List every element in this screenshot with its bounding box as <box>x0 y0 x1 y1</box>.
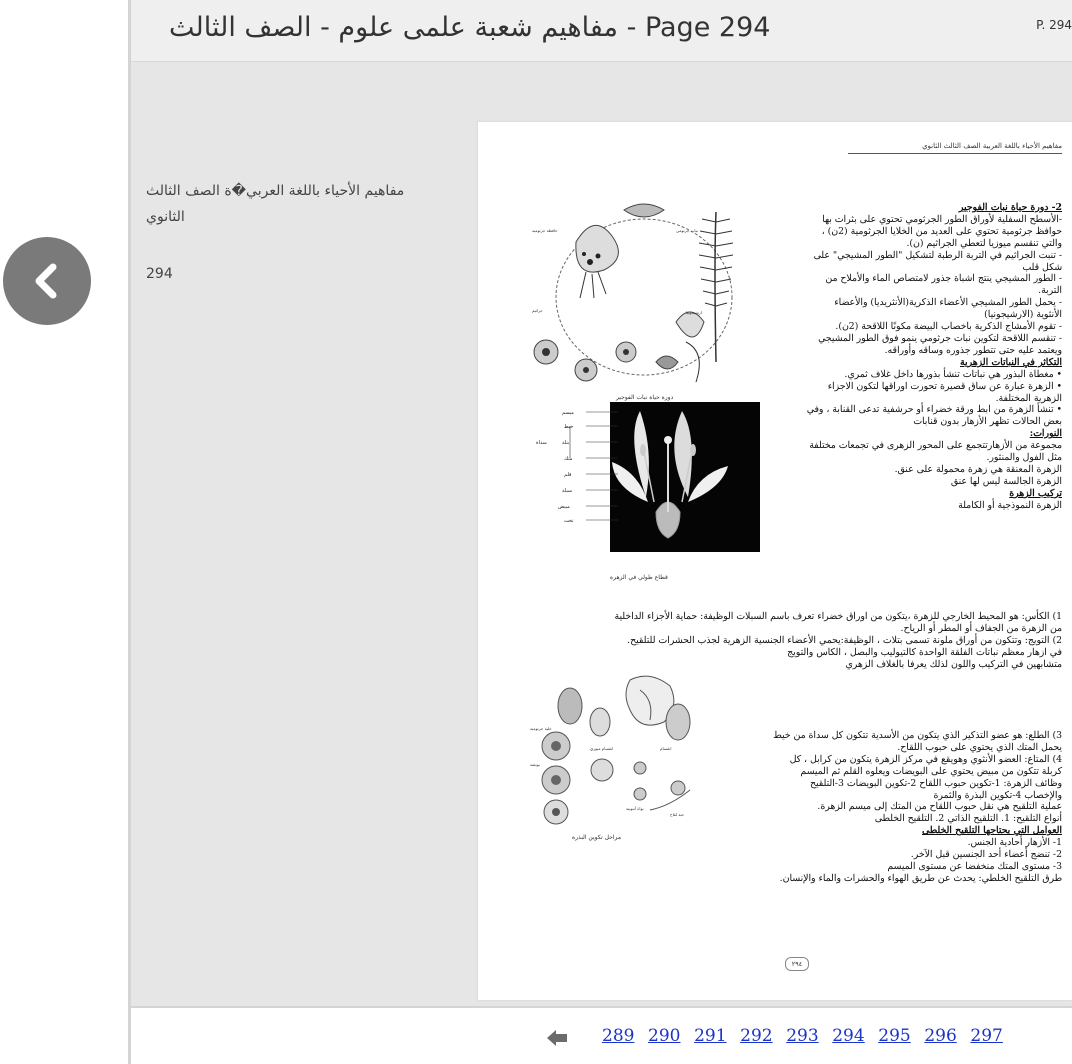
svg-text:ارشيجونيا: ارشيجونيا <box>686 310 702 315</box>
svg-text:خلية جرثومية: خلية جرثومية <box>530 726 552 731</box>
figure-2-caption: قطاع طولي في الزهرة <box>610 574 668 581</box>
paper-line: الزهرة المعنقة هي زهرة محمولة على عنق. <box>894 463 1062 475</box>
paper-line: النورات: <box>1029 428 1062 440</box>
paper-line: متشابهين في التركيب واللون لذلك يعرفا بالغلاف الزهري <box>845 658 1062 670</box>
svg-text:متك: متك <box>564 456 573 462</box>
paper-header: مفاهيم الأحياء باللغة العربية الصف الثالث الثانوي <box>922 142 1062 150</box>
svg-text:حافظة جرثومية: حافظة جرثومية <box>532 228 558 233</box>
paper-line: كربلة تتكون من مبيض يحتوي على البويضات ويعلوه القلم ثم الميسم <box>800 765 1062 777</box>
paper-line: - تنبت الجراثيم في التربة الرطبة لتشكيل "الطور المشيجي" على <box>813 249 1062 261</box>
paper-line: 1) الكأس: هو المحيط الخارجي للزهرة ،يتكون من اوراق خضراء تعرف باسم السبلات الوظيفة: حماية الأجزاء الداخلية <box>614 611 1062 622</box>
previous-page-button[interactable] <box>3 237 91 325</box>
page-link-292[interactable]: 292 <box>740 1026 773 1046</box>
text-block-bottom <box>773 730 1062 885</box>
svg-text:انقسام ميوزي: انقسام ميوزي <box>590 746 614 751</box>
paper-line: الزهرية المختلفة. <box>995 392 1062 404</box>
paper-line: طرق التلقيح الخلطي: يحدث عن طريق الهواء والحشرات والماء والإنسان. <box>779 872 1062 884</box>
paper-line: وظائف الزهرة: 1-تكوين حبوب اللقاح 2-تكوين البويضات 3-التلقيح <box>810 777 1062 789</box>
paper-line: في ازهار معظم نباتات الفلقة الواحدة كالتيوليب والبصل ، الكاس والتويج <box>787 646 1062 658</box>
svg-text:انقسام: انقسام <box>660 746 672 751</box>
paper-line: 2- تنضج أعضاء أحد الجنسين قبل الآخر. <box>910 849 1062 861</box>
svg-text:بويضة: بويضة <box>530 762 540 767</box>
paper-line: بعض الحالات تظهر الأزهار بدون قنابات <box>913 416 1062 428</box>
page-link-294[interactable]: 294 <box>832 1026 865 1046</box>
paper-line: يحمل المتك الذي يحتوي على حبوب اللقاح. <box>897 741 1062 753</box>
pagination-bar <box>131 1006 1072 1064</box>
svg-text:حبة لقاح: حبة لقاح <box>670 812 685 817</box>
svg-text:بتلة: بتلة <box>562 440 570 446</box>
paper-line: - الطور المشيجي ينتج اشباة جذور لامتصاص الماء والأملاح من <box>825 273 1062 285</box>
paper-page-number: ٢٩٤ <box>785 957 809 971</box>
paper-line: • الزهرة عبارة عن ساق قصيرة تحورت اوراقها لتكون الاجزاء <box>827 380 1062 392</box>
paper-line: - تنقسم اللاقحة لتكوين نبات جرثومي ينمو فوق الطور المشيجي <box>818 332 1062 344</box>
text-block-top <box>807 202 1062 512</box>
page-link-291[interactable]: 291 <box>694 1026 727 1046</box>
paper-line: العوامل التي يحتاجها التلقيح الخلطى <box>922 825 1062 837</box>
svg-text:نواة أنبوبية: نواة أنبوبية <box>626 806 644 811</box>
page-link-296[interactable]: 296 <box>924 1026 957 1046</box>
page-link-293[interactable]: 293 <box>786 1026 819 1046</box>
page-link-290[interactable]: 290 <box>648 1026 681 1046</box>
flower-drawing <box>528 402 760 552</box>
paper-line: 3- مستوى المتك منخفضا عن مستوى الميسم <box>887 860 1062 872</box>
chevron-left-icon <box>27 261 67 301</box>
svg-text:سبلة: سبلة <box>562 488 573 494</box>
paper-line: الأنثوية (الارشيجونيا) <box>984 309 1062 321</box>
description-page-number: 294 <box>146 266 173 282</box>
paper-line: • تنشأ الزهرة من ابط ورقة خضراء أو حرشفية تدعى القنابة ، وفي <box>806 404 1062 416</box>
page-header <box>131 0 1072 62</box>
page-link-297[interactable]: 297 <box>970 1026 1003 1046</box>
paper-line: 2) التويج: وتتكون من أوراق ملونة تسمى بتلات ، الوظيفة:يحمي الأعضاء الجنسية الزهرية لجذب الحشرات للتلقيح. <box>627 634 1062 646</box>
paper-line: 2- دورة حياة نبات الفوجير <box>958 202 1062 213</box>
left-margin <box>0 0 128 1064</box>
flower-section-figure <box>528 402 760 552</box>
paper-line: الزهرة الجالسة ليس لها عنق <box>950 475 1062 487</box>
paper-line: -الأسطح السفلية لأوراق الطور الجرثومي تحتوي على بثرات بها <box>822 213 1062 225</box>
page-description <box>146 178 446 230</box>
paper-line: 3) الطلع: هو عضو التذكير الذي يتكون من الأسدية تتكون كل سداة من خيط <box>773 730 1062 741</box>
page-link-289[interactable]: 289 <box>602 1026 635 1046</box>
fertilization-stages-figure <box>530 670 706 830</box>
page-links <box>602 1026 1016 1046</box>
paper-line: والإخصاب 4-تكوين البذرة والثمرة <box>933 789 1062 801</box>
svg-text:قلم: قلم <box>564 472 572 478</box>
page-number-label: P. 294 <box>1036 18 1072 32</box>
paper-line: حوافظ جرثومية تحتوي على العديد من الخلايا الجرثومية (2ن) ، <box>821 225 1062 237</box>
page-link-295[interactable]: 295 <box>878 1026 911 1046</box>
text-block-wide <box>615 611 1063 671</box>
figure-3-caption: مراحل تكوين البذرة <box>572 834 622 841</box>
paper-line: شكل قلب <box>1022 261 1062 273</box>
paper-line: ويعتمد عليه حتى تتطور جذوره وساقه وأوراقه. <box>884 344 1062 356</box>
svg-text:خيط: خيط <box>564 424 574 430</box>
paper-line: عملية التلقيح هي نقل حبوب اللقاح من المتك إلى ميسم الزهرة. <box>817 801 1062 813</box>
paper-line: تركيب الزهرة <box>1009 487 1062 499</box>
svg-text:ميسم: ميسم <box>562 410 574 416</box>
header-rule <box>848 153 1062 154</box>
svg-text:تخت: تخت <box>564 518 574 524</box>
arrow-left-icon[interactable] <box>547 1030 569 1046</box>
paper-line: الزهرة النموذجية أو الكاملة <box>958 499 1062 511</box>
paper-line: التكاثر في النباتات الزهرية <box>960 356 1062 368</box>
paper-line: أنواع التلقيح: 1. التلقيح الذاتي 2. التلقيح الخلطى <box>874 813 1062 825</box>
fern-life-cycle-figure <box>526 202 762 392</box>
paper-line: والتي تنقسم ميوزيا لتعطي الجراثيم (ن). <box>906 237 1062 249</box>
page-title: مفاهيم شعبة علمى علوم - الصف الثالث - Page 294 <box>169 12 771 43</box>
svg-text:سداة: سداة <box>536 440 547 446</box>
paper-line: - يحمل الطور المشيجي الأعضاء الذكرية(الأنثريديا) والأعضاء <box>834 297 1062 309</box>
figure-1-caption: دورة حياة نبات الفوجير <box>616 394 674 401</box>
paper-line: مجموعة من الأزهارتتجمع على المحور الزهرى في تجمعات مختلفة <box>809 440 1062 452</box>
svg-text:جراثيم: جراثيم <box>532 308 543 313</box>
paper-line: 1- الأزهار أحادية الجنس. <box>967 837 1062 849</box>
description-text: مفاهيم الأحياء باللغة العربي�ة الصف الثالث الثانوي <box>146 183 405 225</box>
paper-line: • مغطاة البذور هي نباتات تنشأ بذورها داخل غلاف ثمري. <box>844 368 1062 380</box>
scanned-page <box>478 122 1072 1000</box>
paper-line: - تقوم الأمشاج الذكرية باخصاب البيضة مكونًا اللاقحة (2ن). <box>835 321 1062 333</box>
paper-line: مثل الفول والمنثور. <box>986 452 1062 464</box>
paper-line: التربة. <box>1038 285 1062 297</box>
paper-line: 4) المتاع: العضو الأنثوي وهويقع في مركز الزهرة يتكون من كرابل ، كل <box>789 753 1062 765</box>
svg-text:نبات جرثومي: نبات جرثومي <box>676 228 698 233</box>
svg-text:مبيض: مبيض <box>558 504 570 510</box>
paper-line: من الزهرة من الجفاف أو المطر أو الرياح. <box>900 622 1062 634</box>
